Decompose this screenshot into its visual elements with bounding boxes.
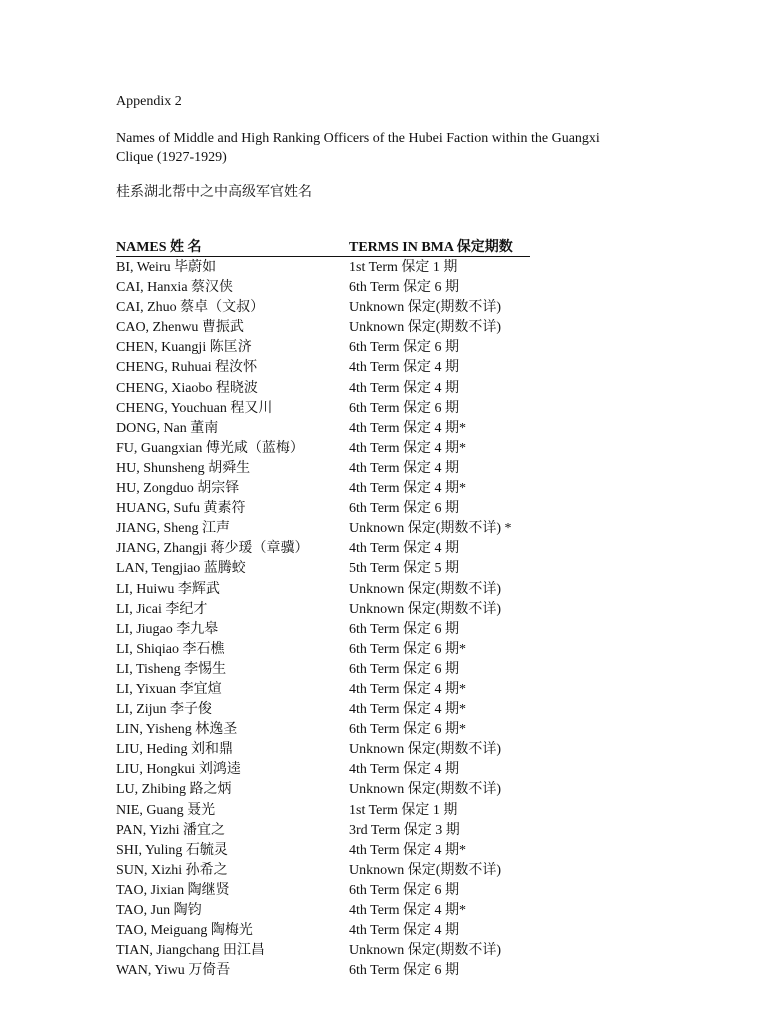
chinese-title: 桂系湖北帮中之中高级军官姓名 [116, 185, 312, 200]
officer-term: Unknown 保定(期数不详) [349, 581, 502, 597]
officer-term: Unknown 保定(期数不详) [349, 742, 502, 758]
officer-name: CAO, Zhenwu 曹振武 [116, 320, 244, 336]
officer-name: DONG, Nan 董南 [116, 420, 219, 436]
table-row [116, 258, 656, 278]
officer-name: SHI, Yuling 石毓灵 [116, 842, 228, 858]
table-row [116, 600, 656, 620]
table-row [116, 861, 656, 881]
table-row [116, 419, 656, 439]
officer-name: JIANG, Zhangji 蒋少瑗（章骥） [116, 541, 309, 557]
officer-name: TAO, Meiguang 陶梅光 [116, 923, 253, 939]
table-row [116, 318, 656, 338]
table-row [116, 961, 656, 981]
officer-term: 5th Term 保定 5 期 [349, 561, 459, 577]
officer-term: 4th Term 保定 4 期* [349, 903, 466, 918]
table-row [116, 680, 656, 700]
officer-term: 4th Term 保定 4 期 [349, 923, 459, 939]
officer-term: 6th Term 保定 6 期 [349, 340, 459, 356]
officer-term: 4th Term 保定 4 期* [349, 420, 466, 436]
table-row [116, 278, 656, 298]
officer-name: LI, Huiwu 李辉武 [116, 581, 220, 597]
table-row [116, 620, 656, 640]
table-row [116, 660, 656, 680]
officer-name: CHENG, Youchuan 程又川 [116, 400, 273, 416]
table-row [116, 720, 656, 740]
table-row [116, 580, 656, 600]
table-row [116, 298, 656, 318]
officer-name: LI, Shiqiao 李石樵 [116, 641, 225, 657]
officer-name: TIAN, Jiangchang 田江昌 [116, 943, 265, 959]
table-row [116, 881, 656, 901]
officer-term: Unknown 保定(期数不详) [349, 782, 502, 798]
table-row [116, 499, 656, 519]
table-row [116, 740, 656, 760]
table-row [116, 700, 656, 720]
table-row [116, 901, 656, 921]
officer-name: SUN, Xizhi 孙希之 [116, 862, 228, 878]
header-underline [116, 256, 530, 257]
officer-name: CHEN, Kuangji 陈匡济 [116, 340, 252, 356]
officer-term: 4th Term 保定 4 期* [349, 481, 466, 497]
table-row [116, 640, 656, 660]
officer-name: HU, Zongduo 胡宗铎 [116, 481, 240, 497]
table-row [116, 921, 656, 941]
appendix-label: Appendix 2 [116, 94, 182, 109]
officer-name: PAN, Yizhi 潘宜之 [116, 822, 226, 838]
officer-name: HUANG, Sufu 黄素符 [116, 501, 246, 517]
officer-name: LI, Tisheng 李惕生 [116, 661, 227, 677]
table-row [116, 519, 656, 539]
officer-name: LU, Zhibing 路之炳 [116, 782, 232, 798]
officer-name: BI, Weiru 毕蔚如 [116, 260, 217, 275]
table-row [116, 821, 656, 841]
table-row [116, 801, 656, 821]
document-title-line-2: Clique (1927-1929) [116, 150, 227, 165]
officer-name: WAN, Yiwu 万倚吾 [116, 963, 231, 979]
officer-term: 1st Term 保定 1 期 [349, 802, 458, 818]
table-row [116, 439, 656, 459]
officer-term: 6th Term 保定 6 期 [349, 280, 459, 296]
officer-name: JIANG, Sheng 江声 [116, 521, 230, 537]
officer-term: 6th Term 保定 6 期 [349, 963, 459, 979]
officer-name: LI, Jiugao 李九皋 [116, 621, 219, 637]
table-row [116, 338, 656, 358]
officer-name: LI, Yixuan 李宜煊 [116, 681, 222, 697]
officer-name: TAO, Jixian 陶继贤 [116, 882, 230, 898]
table-row [116, 780, 656, 800]
officer-term: Unknown 保定(期数不详) [349, 300, 502, 316]
table-row [116, 358, 656, 378]
terms-column-header: TERMS IN BMA 保定期数 [349, 240, 513, 255]
officer-name: LI, Jicai 李纪才 [116, 601, 208, 617]
officer-name: LIN, Yisheng 林逸圣 [116, 722, 238, 738]
officer-term: 4th Term 保定 4 期* [349, 842, 466, 858]
officer-term: 4th Term 保定 4 期* [349, 702, 466, 718]
officer-term: 4th Term 保定 4 期* [349, 681, 466, 697]
officer-term: 6th Term 保定 6 期 [349, 661, 459, 677]
officer-term: 3rd Term 保定 3 期 [349, 822, 460, 838]
table-row [116, 841, 656, 861]
officer-name: LIU, Hongkui 刘鸿逵 [116, 762, 241, 778]
officer-name: CAI, Hanxia 蔡汉侠 [116, 280, 234, 296]
officer-name: NIE, Guang 聂光 [116, 802, 216, 818]
officer-term: 6th Term 保定 6 期 [349, 882, 459, 898]
officer-term: Unknown 保定(期数不详) * [349, 521, 512, 537]
officer-term: 4th Term 保定 4 期 [349, 360, 459, 376]
table-row [116, 559, 656, 579]
officer-term: 4th Term 保定 4 期 [349, 460, 459, 476]
officer-name: LI, Zijun 李子俊 [116, 702, 213, 718]
officer-name: CAI, Zhuo 蔡卓（文叔） [116, 300, 265, 316]
table-row [116, 479, 656, 499]
officer-term: Unknown 保定(期数不详) [349, 862, 502, 878]
officer-term: Unknown 保定(期数不详) [349, 320, 502, 336]
officer-name: CHENG, Ruhuai 程汝怀 [116, 360, 258, 376]
officer-term: 4th Term 保定 4 期 [349, 541, 459, 557]
table-row [116, 399, 656, 419]
officer-name: FU, Guangxian 傅光咸（蓝梅） [116, 440, 304, 456]
officer-term: Unknown 保定(期数不详) [349, 943, 502, 959]
officer-name: LIU, Heding 刘和鼎 [116, 742, 234, 758]
officer-term: 6th Term 保定 6 期* [349, 722, 466, 738]
officer-term: 6th Term 保定 6 期 [349, 400, 459, 416]
officer-term: Unknown 保定(期数不详) [349, 601, 502, 617]
table-row [116, 539, 656, 559]
table-row [116, 379, 656, 399]
table-row [116, 941, 656, 961]
officer-term: 4th Term 保定 4 期* [349, 440, 466, 456]
officer-term: 6th Term 保定 6 期 [349, 501, 459, 517]
officer-name: CHENG, Xiaobo 程晓波 [116, 380, 258, 396]
table-row [116, 760, 656, 780]
officer-term: 1st Term 保定 1 期 [349, 260, 458, 275]
officer-list [116, 258, 656, 981]
officer-name: LAN, Tengjiao 蓝腾蛟 [116, 561, 246, 577]
officer-name: TAO, Jun 陶钧 [116, 903, 202, 918]
officer-term: 6th Term 保定 6 期 [349, 621, 459, 637]
officer-name: HU, Shunsheng 胡舜生 [116, 460, 251, 476]
officer-term: 6th Term 保定 6 期* [349, 641, 466, 657]
names-column-header: NAMES 姓 名 [116, 240, 202, 255]
table-row [116, 459, 656, 479]
officer-term: 4th Term 保定 4 期 [349, 762, 459, 778]
officer-term: 4th Term 保定 4 期 [349, 380, 459, 396]
document-title-line-1: Names of Middle and High Ranking Officers of the Hubei Faction within the Guangxi [116, 131, 600, 146]
